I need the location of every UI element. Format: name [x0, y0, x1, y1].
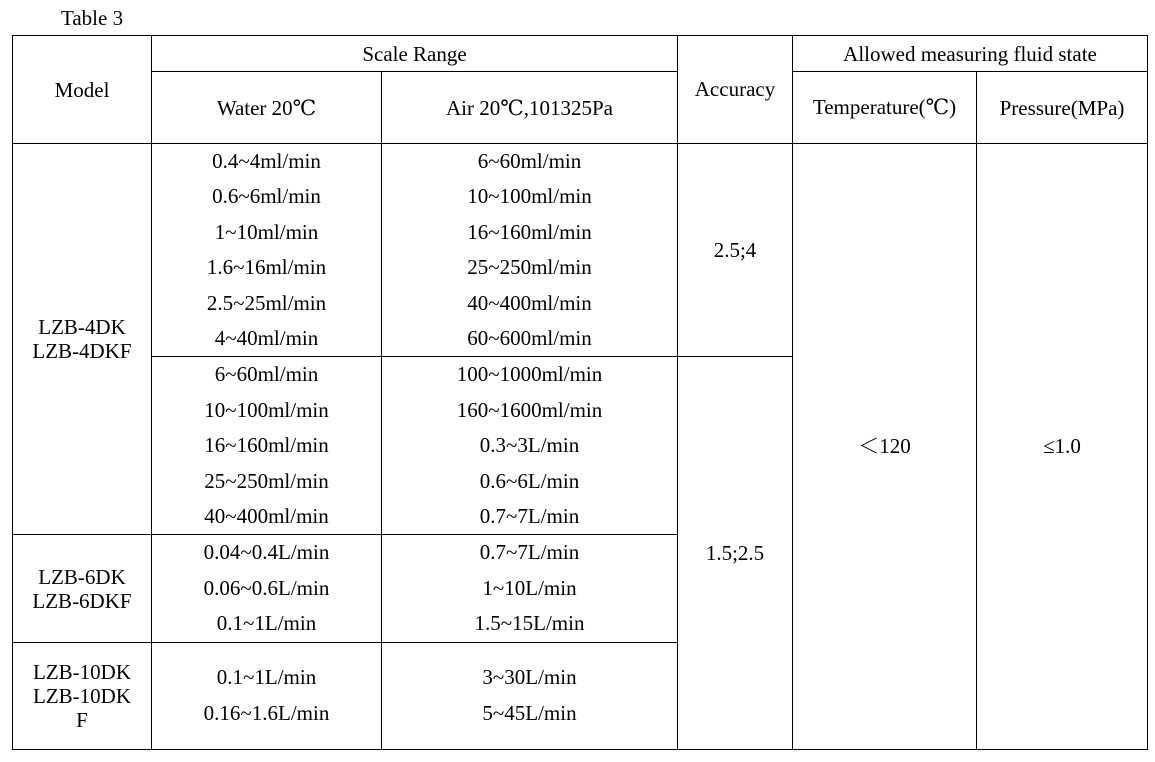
header-pressure: Pressure(MPa): [977, 72, 1148, 144]
header-model: Model: [13, 36, 152, 144]
header-row-2: [13, 72, 1148, 144]
table-row: [13, 144, 1148, 357]
header-air: Air 20℃,101325Pa: [382, 72, 678, 144]
header-row-1: [13, 36, 1148, 72]
water-range-cell: 0.4~4ml/min 0.6~6ml/min 1~10ml/min 1.6~16ml/min 2.5~25ml/min 4~40ml/min: [152, 144, 382, 357]
air-range-cell: 3~30L/min 5~45L/min: [382, 642, 678, 749]
temperature-cell: ＜120: [793, 144, 977, 750]
water-range-cell: 6~60ml/min 10~100ml/min 16~160ml/min 25~250ml/min 40~400ml/min: [152, 357, 382, 535]
model-cell-lzb-4dk: LZB-4DK LZB-4DKF: [13, 144, 152, 535]
header-temperature: Temperature(℃): [793, 72, 977, 144]
pressure-cell: ≤1.0: [977, 144, 1148, 750]
header-scale-range: Scale Range: [152, 36, 678, 72]
header-allowed-state: Allowed measuring fluid state: [793, 36, 1148, 72]
flow-scale-table: [12, 35, 1148, 750]
water-range-cell: 0.1~1L/min 0.16~1.6L/min: [152, 642, 382, 749]
model-cell-lzb-10dk: LZB-10DK LZB-10DK F: [13, 642, 152, 749]
air-range-cell: 6~60ml/min 10~100ml/min 16~160ml/min 25~250ml/min 40~400ml/min 60~600ml/min: [382, 144, 678, 357]
water-range-cell: 0.04~0.4L/min 0.06~0.6L/min 0.1~1L/min: [152, 535, 382, 642]
air-range-cell: 0.7~7L/min 1~10L/min 1.5~15L/min: [382, 535, 678, 642]
air-range-cell: 100~1000ml/min 160~1600ml/min 0.3~3L/min 0.6~6L/min 0.7~7L/min: [382, 357, 678, 535]
table-caption: Table 3: [61, 6, 124, 30]
header-accuracy: Accuracy: [678, 36, 793, 144]
accuracy-cell: 2.5;4: [678, 144, 793, 357]
header-water: Water 20℃: [152, 72, 382, 144]
model-cell-lzb-6dk: LZB-6DK LZB-6DKF: [13, 535, 152, 642]
accuracy-cell: 1.5;2.5: [678, 357, 793, 749]
